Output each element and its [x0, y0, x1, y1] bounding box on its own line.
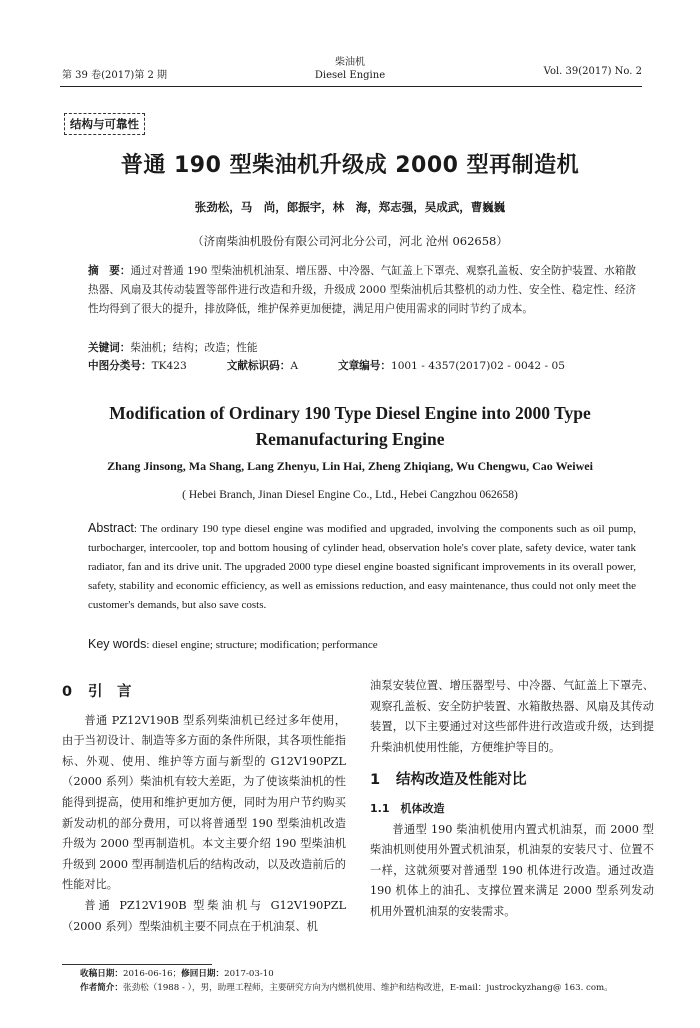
- intro-paragraph-2-continued: 油泵安装位置、增压器型号、中冷器、气缸盖上下罩壳、观察孔盖板、安全防护装置、水箱散热器、风扇及其传动装置，以下主要通过对这些部件进行改造或升级，达到提升柴油机使用性能，方便维护等目的。: [370, 679, 654, 754]
- running-header-issue: 第 39 卷(2017)第 2 期: [62, 70, 168, 81]
- footnote-dates: [80, 967, 650, 981]
- intro-heading-number: 0: [62, 684, 73, 700]
- clc-value: TK423: [151, 360, 187, 372]
- authors-cn: 张劲松，马 尚，郎振宇，林 海，郑志强，吴成武，曹巍巍: [194, 200, 506, 214]
- header-divider: [60, 86, 642, 87]
- intro-paragraph-2: 普通 PZ12V190B 型柴油机与 G12V190PZL（2000 系列）型柴油机主要不同点在于机油泵、机: [62, 898, 346, 933]
- article-number-value: 1001 - 4357(2017)02 - 0042 - 05: [390, 360, 565, 372]
- abstract-cn-label: 摘 要：: [88, 265, 131, 277]
- received-label: 收稿日期：: [80, 969, 123, 979]
- authors-en: Zhang Jinsong, Ma Shang, Lang Zhenyu, Lin Hai, Zheng Zhiqiang, Wu Chengwu, Cao Weiwei: [107, 459, 593, 473]
- body-column-right: [370, 676, 654, 923]
- keywords-en-text: : diesel engine; structure; modification; performance: [146, 639, 378, 651]
- affiliation-en: ( Hebei Branch, Jinan Diesel Engine Co., Ltd., Hebei Cangzhou 062658): [182, 489, 518, 501]
- section-tag: 结构与可靠性: [64, 113, 145, 135]
- keywords-cn-label: 关键词：: [88, 342, 131, 354]
- doc-code-value: A: [290, 360, 298, 372]
- abstract-en-label: Abstract: [88, 521, 134, 535]
- footnote-divider: [62, 964, 212, 965]
- keywords-en-label: Key words: [88, 637, 147, 651]
- abstract-en-text: : The ordinary 190 type diesel engine was modified and upgraded, involving the components such as oil pump, turbocharger, intercooler, top and bottom housing of cylinder head, observation hole's cover plate, safety device, water tank radiator, fan and its drive unit. The upgraded 2000 type diesel engine boasted significant improvements in its overall power, safety, stability and economic efficiency, as well as emissions reduction, and easy maintenance, thus could not only meet the customer's demands, but also save costs.: [88, 523, 636, 611]
- running-header-journal: [300, 56, 400, 82]
- section-1-heading: [370, 770, 654, 791]
- section-1-1-heading: 1.1 机体改造: [370, 801, 445, 815]
- article-number-label: 文章编号：: [337, 360, 391, 372]
- received-date: 2016-06-16；: [122, 969, 182, 979]
- author-bio-label: 作者简介：: [80, 983, 123, 993]
- keywords-en: [88, 637, 636, 651]
- body-column-left: [62, 676, 346, 937]
- keywords-cn-text: 柴油机；结构；改造；性能: [130, 342, 258, 354]
- affiliation-cn: （济南柴油机股份有限公司河北分公司，河北 沧州 062658）: [192, 234, 508, 248]
- intro-paragraph-1: 普通 PZ12V190B 型系列柴油机已经过多年使用，由于当初设计、制造等多方面的条件所限，其各项性能指标、外观、使用、维护等方面与新型的 G12V190PZL（2000 系列）柴油机有较大差距，为了使该柴油机的性能得到提高，使用和维护更加方便，同时为用户节约购买新发动机的部分费用，可以将普通型 190 型柴油机改造升级为 2000 型再制造机。本文主要介绍 190 型柴油机升级到 2000 型再制造机后的结构改动，以及改造前后的性能对比。: [62, 713, 346, 892]
- author-bio-text: 张劲松（1988 - ），男，助理工程师，主要研究方向为内燃机使用、维护和结构改进，E-mail：justrockyzhang@ 163. com。: [122, 983, 613, 993]
- revised-label: 修回日期：: [181, 969, 225, 979]
- paper-title-cn: 普通 190 型柴油机升级成 2000 型再制造机: [120, 153, 580, 178]
- running-header-volume: Vol. 39(2017) No. 2: [543, 66, 642, 77]
- intro-heading-text: 引 言: [88, 684, 132, 700]
- intro-heading: [62, 682, 346, 703]
- journal-name-en: Diesel Engine: [314, 70, 386, 81]
- abstract-cn: [88, 262, 636, 319]
- section-1-number: 1: [370, 772, 381, 789]
- footnote-author: [80, 981, 650, 995]
- revised-date: 2017-03-10: [224, 969, 274, 979]
- clc-label: 中图分类号：: [88, 360, 152, 372]
- abstract-en: [88, 519, 636, 615]
- abstract-cn-text: 通过对普通 190 型柴油机机油泵、增压器、中冷器、气缸盖上下罩壳、观察孔盖板、安全防护装置、水箱散热器、风扇及其传动装置等部件进行改造和升级，升级成 2000 型柴油机后其整机的动力性、安全性、稳定性、经济性均得到了很大的提升，排放降低，维护保养更加便捷，满足用户使用需求的同时节约了成本。: [88, 265, 636, 315]
- section-1-1-paragraph: 普通型 190 柴油机使用内置式机油泵，而 2000 型柴油机则使用外置式机油泵，机油泵的安装尺寸、位置不一样，这就须要对普通型 190 机体进行改造。通过改造 190 机体上的油孔、支撑位置来满足 2000 型系列发动机用外置机油泵的安装需求。: [370, 822, 654, 918]
- journal-name-cn: 柴油机: [335, 57, 365, 68]
- paper-title-en: Modification of Ordinary 190 Type Diesel Engine into 2000 Type Remanufacturing Engine: [109, 403, 591, 449]
- classification-row: [88, 358, 648, 373]
- section-1-text: 结构改造及性能对比: [396, 772, 527, 789]
- keywords-cn: [88, 340, 636, 355]
- doc-code-label: 文献标识码：: [226, 360, 291, 372]
